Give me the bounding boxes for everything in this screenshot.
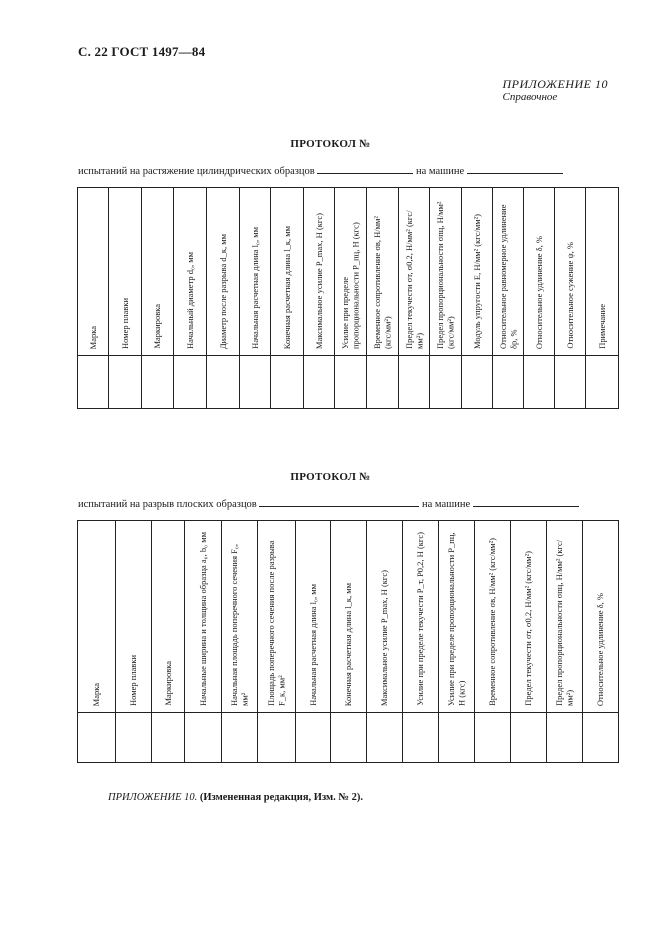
protocol1-column-label: Предел пропорциональности σпц, Н/мм² (кгс/мм²) <box>435 201 456 349</box>
protocol2-column-label: Временное сопротивление σв, Н/мм² (кгс/мм²) <box>487 538 498 706</box>
protocol1-data-cell[interactable] <box>109 356 142 409</box>
protocol1-column-header <box>142 188 174 356</box>
protocol1-column-header <box>399 188 430 356</box>
protocol2-column-header <box>403 521 439 713</box>
protocol2-column-label: Площадь поперечного сечения после разрыва F_к, мм² <box>266 540 287 706</box>
protocol1-column-label: Относительное удлинение δ, % <box>533 235 544 349</box>
protocol2-column-label: Предел пропорциональности σпц, Н/мм² (кгс/мм²) <box>554 539 575 706</box>
protocol1-data-cell[interactable] <box>462 356 493 409</box>
protocol2-column-header <box>185 521 222 713</box>
protocol1-column-label: Модуль упругости E, Н/мм² (кгс/мм²) <box>471 214 482 349</box>
protocol1-column-label: Начальный диаметр d₀, мм <box>184 252 195 349</box>
protocol2-title: ПРОТОКОЛ № <box>290 471 371 483</box>
protocol2-data-cell[interactable] <box>296 713 331 763</box>
protocol1-column-label: Начальная расчетная длина l₀, мм <box>249 227 260 349</box>
protocol2-data-cell[interactable] <box>116 713 152 763</box>
protocol2-data-row <box>78 713 619 763</box>
protocol2-column-header <box>222 521 258 713</box>
protocol1-column-header <box>304 188 335 356</box>
protocol1-data-cell[interactable] <box>240 356 271 409</box>
protocol2-column-label: Начальная площадь поперечного сечения F₀, мм² <box>229 544 250 706</box>
protocol2-column-header <box>331 521 367 713</box>
footer-appendix-ref: ПРИЛОЖЕНИЕ 10. <box>108 792 198 803</box>
protocol1-data-cell[interactable] <box>78 356 109 409</box>
protocol1-data-cell[interactable] <box>304 356 335 409</box>
protocol1-data-cell[interactable] <box>399 356 430 409</box>
protocol1-column-label: Примечание <box>596 304 607 349</box>
protocol1-column-header <box>207 188 240 356</box>
protocol1-subtitle <box>78 163 563 177</box>
protocol2-column-header <box>475 521 511 713</box>
protocol2-column-label: Усилие при пределе текучести P_т, P0,2, Н (кгс) <box>415 532 426 706</box>
protocol1-data-cell[interactable] <box>555 356 586 409</box>
protocol2-data-cell[interactable] <box>367 713 403 763</box>
protocol2-column-header <box>511 521 547 713</box>
protocol2-subtitle <box>78 496 579 510</box>
protocol2-data-cell[interactable] <box>258 713 296 763</box>
protocol1-data-cell[interactable] <box>335 356 367 409</box>
protocol1-column-header <box>493 188 524 356</box>
protocol2-column-label: Номер плавки <box>128 654 139 706</box>
protocol1-header-row <box>78 188 619 356</box>
protocol1-column-header <box>78 188 109 356</box>
protocol2-column-header <box>78 521 116 713</box>
protocol2-column-label: Маркировка <box>162 661 173 706</box>
protocol1-title: ПРОТОКОЛ № <box>290 138 371 150</box>
protocol2-column-header <box>583 521 619 713</box>
protocol1-data-row <box>78 356 619 409</box>
protocol1-column-label: Номер плавки <box>119 297 130 349</box>
protocol1-column-label: Относительное равномерное удлинение δр, % <box>497 204 518 349</box>
protocol1-data-cell[interactable] <box>430 356 462 409</box>
protocol1-data-cell[interactable] <box>142 356 174 409</box>
protocol2-data-cell[interactable] <box>152 713 185 763</box>
protocol1-column-label: Временное сопротивление σв, Н/мм² (кгс/мм²) <box>372 216 393 349</box>
protocol1-column-header <box>335 188 367 356</box>
protocol1-column-header <box>174 188 207 356</box>
protocol2-number-blank <box>259 496 419 507</box>
protocol2-column-header <box>258 521 296 713</box>
protocol2-data-cell[interactable] <box>331 713 367 763</box>
protocol1-data-cell[interactable] <box>174 356 207 409</box>
protocol2-column-header <box>367 521 403 713</box>
protocol2-column-label: Относительное удлинение δ, % <box>595 592 606 706</box>
protocol1-number-blank <box>317 163 413 174</box>
protocol2-column-label: Начальная расчетная длина l₀, мм <box>307 584 318 706</box>
protocol2-column-label: Предел текучести σт, σ0,2, Н/мм² (кгс/мм²) <box>523 551 534 706</box>
protocol1-column-header <box>240 188 271 356</box>
protocol2-data-cell[interactable] <box>547 713 583 763</box>
protocol2-column-label: Усилие при пределе пропорциональности P_пц, Н (кгс) <box>446 532 467 706</box>
protocol1-data-cell[interactable] <box>207 356 240 409</box>
protocol2-column-label: Максимальное усилие P_max, Н (кгс) <box>379 569 390 706</box>
protocol1-column-header <box>555 188 586 356</box>
protocol2-machine-label: на машине <box>422 499 471 510</box>
protocol1-data-cell[interactable] <box>524 356 555 409</box>
protocol1-table <box>77 187 619 409</box>
protocol1-data-cell[interactable] <box>367 356 399 409</box>
protocol2-header-row <box>78 521 619 713</box>
protocol1-subtitle-text: испытаний на растяжение цилиндрических образцов <box>78 166 315 177</box>
footer-revision: (Измененная редакция, Изм. № 2). <box>199 792 363 803</box>
protocol1-column-label: Конечная расчетная длина l_к, мм <box>281 225 292 349</box>
protocol1-data-cell[interactable] <box>271 356 304 409</box>
protocol2-column-label: Марка <box>91 682 102 706</box>
protocol1-column-header <box>430 188 462 356</box>
protocol2-data-cell[interactable] <box>403 713 439 763</box>
appendix-label <box>503 77 608 103</box>
protocol2-column-header <box>439 521 475 713</box>
protocol1-data-cell[interactable] <box>493 356 524 409</box>
protocol1-column-label: Максимальное усилие P_max, Н (кгс) <box>313 212 324 349</box>
protocol1-column-label: Маркировка <box>152 304 163 349</box>
protocol1-column-label: Предел текучести σт, σ0,2, Н/мм² (кгс/мм²) <box>403 210 424 349</box>
protocol2-data-cell[interactable] <box>583 713 619 763</box>
protocol2-data-cell[interactable] <box>185 713 222 763</box>
protocol1-column-label: Марка <box>87 325 98 349</box>
protocol1-column-header <box>109 188 142 356</box>
appendix-title: ПРИЛОЖЕНИЕ 10 <box>502 77 608 91</box>
protocol1-column-label: Диаметр после разрыва d_к, мм <box>217 233 228 349</box>
protocol2-column-header <box>116 521 152 713</box>
protocol1-column-header <box>462 188 493 356</box>
protocol2-data-cell[interactable] <box>475 713 511 763</box>
protocol2-column-header <box>547 521 583 713</box>
protocol1-column-header <box>271 188 304 356</box>
footer-note <box>108 792 363 803</box>
protocol2-data-cell[interactable] <box>439 713 475 763</box>
protocol1-column-header <box>586 188 619 356</box>
protocol2-table <box>77 520 619 763</box>
protocol2-column-label: Начальные ширина и толщина образца a₀, b₀ мм <box>197 532 208 706</box>
appendix-subtitle: Справочное <box>502 91 558 103</box>
protocol2-data-cell[interactable] <box>222 713 258 763</box>
protocol2-column-header <box>152 521 185 713</box>
protocol1-column-label: Относительное сужение ψ, % <box>564 242 575 349</box>
protocol2-column-label: Конечная расчетная длина l_к, мм <box>343 582 354 706</box>
protocol1-column-label: Усилие при пределе пропорциональности P_пц, Н (кгс) <box>340 222 361 349</box>
protocol2-data-cell[interactable] <box>78 713 116 763</box>
protocol2-subtitle-text: испытаний на разрыв плоских образцов <box>78 499 257 510</box>
protocol1-machine-blank <box>467 163 563 174</box>
protocol2-column-header <box>296 521 331 713</box>
protocol1-column-header <box>367 188 399 356</box>
protocol2-data-cell[interactable] <box>511 713 547 763</box>
protocol2-machine-blank <box>473 496 579 507</box>
protocol1-machine-label: на машине <box>415 166 465 177</box>
page-header: С. 22 ГОСТ 1497—84 <box>78 44 206 59</box>
protocol1-data-cell[interactable] <box>586 356 619 409</box>
protocol1-column-header <box>524 188 555 356</box>
